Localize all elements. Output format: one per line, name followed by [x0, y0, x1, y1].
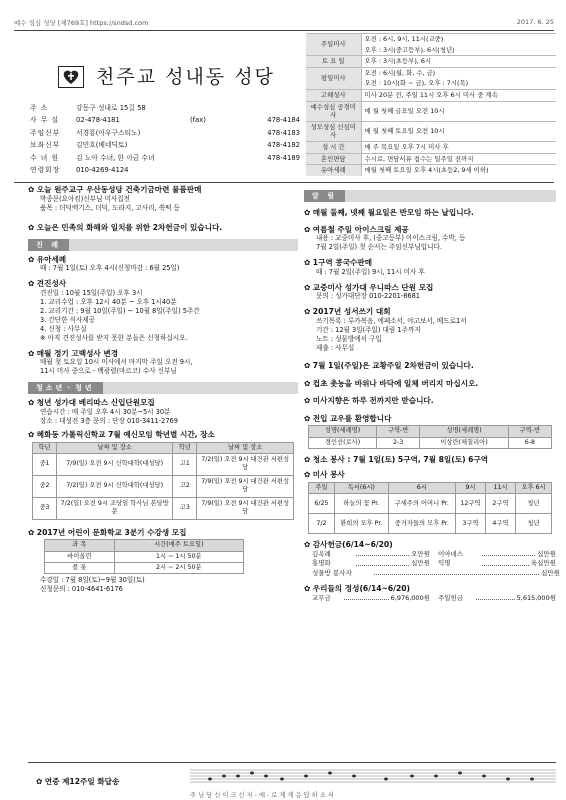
table-cell: 7/2(일) 오전 9시 조당임 학사님 본당방문: [57, 497, 173, 519]
thanks-offering-list: [304, 549, 560, 579]
notice-title: ✿ 전입 교우를 환영합니다: [304, 414, 556, 424]
schedule-value: 오후 : 3시(중고등부), 6시(청년): [364, 45, 455, 54]
notice-title: ✿ 청소 봉사 : 7월 1일(토) 5구역, 7월 8일(토) 6구역: [304, 455, 556, 465]
donor-amount: 십만원: [411, 559, 430, 568]
schedule-row: [306, 34, 556, 45]
info-value: 02-478-4181: [76, 116, 120, 125]
table-cell: 중2: [33, 475, 57, 497]
table-header: 6시: [388, 482, 455, 493]
table-cell: 1시 ~ 1시 50분: [114, 551, 243, 562]
notice-title: ✿ 우리들의 정성(6/14~6/20): [304, 584, 556, 594]
info-row-address: [30, 102, 300, 114]
notice-line: 3. 간단한 식사제공: [40, 315, 96, 324]
top-rule: [14, 30, 554, 31]
seminary-schedule-table: [32, 442, 294, 520]
table-cell: 3구역: [456, 514, 486, 534]
info-label: 주 소: [30, 104, 49, 112]
table-row: [309, 494, 552, 514]
notice-line: 연습시간 : 매 주일 오후 4시 30분~5시 30분: [40, 407, 171, 416]
table-cell: 고3: [173, 497, 197, 519]
schedule-value: 오후 : 3시(초등부), 6시: [361, 56, 556, 68]
info-row-convent: [30, 152, 300, 164]
total-label: 주일헌금: [438, 593, 464, 602]
table-header: 9시: [456, 482, 486, 493]
table-cell: 7/9(일) 오전 9시 대건관 서편성당: [197, 475, 294, 497]
table-cell: 고1: [173, 453, 197, 475]
table-header: 날짜 및 장소: [197, 442, 294, 453]
info-label: 수 녀 원: [30, 153, 60, 162]
music-staff: [190, 768, 556, 799]
table-header: 시간(매주 토요일): [114, 540, 243, 551]
table-header: 날짜 및 장소: [57, 442, 173, 453]
table-cell: 4구역: [486, 514, 516, 534]
table-cell: 중거자들의 모후 Pr.: [388, 514, 455, 534]
table-header: 11시: [486, 482, 516, 493]
schedule-label: 유아세례: [306, 165, 361, 176]
notice-line: 2. 교리기간 : 9월 10일(주일) ~ 10월 8일(주일) 5주간: [40, 306, 200, 315]
table-cell: 7/2(일) 오전 9시 신학대학(대성당): [57, 475, 173, 497]
list-item: [312, 559, 556, 569]
table-header: 과 목: [45, 540, 115, 551]
schedule-label: 토 요 일: [306, 56, 361, 68]
table-header: 주일: [309, 482, 335, 493]
notice-line: 쓰기목록 : 루카복음, 에페소서, 야고보서, 베드로1서: [316, 316, 467, 325]
table-header: 구역-반: [508, 426, 551, 437]
table-cell: 경인선(로사): [309, 437, 377, 448]
notice-line: 품목 : 더덕엑기스, 더덕, 도라지, 고사리, 쑥떡 등: [40, 203, 180, 212]
schedule-value: 매 주 목요일 오후 7시 미사 후: [361, 141, 556, 153]
table-row: [45, 551, 244, 562]
notice-line: 장소 : 대성전 3층 문의 : 단장 010-3411-2769: [40, 416, 178, 425]
donor-amount: 오만원: [411, 549, 430, 558]
total-value: 5,615,000원: [516, 593, 556, 602]
offering-totals: [304, 594, 556, 604]
schedule-row: [306, 56, 556, 68]
schedule-row: [306, 141, 556, 153]
notice-title: ✿ 견진성사: [28, 279, 298, 289]
notice-title: ✿ 매월 정기 고백성사 변경: [28, 349, 298, 359]
info-row-assistant: [30, 139, 300, 151]
notice-title: ✿ 2017년 성서쓰기 대회: [304, 307, 556, 317]
donor-name: 홍명화: [312, 559, 331, 568]
notice-line: 1. 교리수업 : 오후 12시 40분 ~ 오후 1시40분: [40, 297, 177, 306]
table-row: [309, 437, 552, 448]
notice-title: ✿ 청년 성가대 베리따스 신입단원모집: [28, 398, 298, 408]
info-label: 연령회장: [30, 166, 61, 175]
info-value: 강동구 성내로 15길 58: [76, 104, 146, 112]
mass-schedule-table: [306, 33, 556, 176]
notice-line: 11시 미사 중으로 - 백광렬(마르코) 수사 신부님: [40, 367, 177, 376]
schedule-row: [306, 67, 556, 78]
notice-line: ※ 아직 견진성사를 받지 못한 분들은 신청하십시오.: [40, 333, 188, 342]
list-item: [312, 569, 560, 579]
info-label: 보좌신부: [30, 141, 61, 150]
notice-line: 수강일 : 7월 8일(토)~9월 30일(토): [40, 575, 145, 584]
donor-amount: 십만원: [537, 549, 556, 558]
schedule-label: 예수성심 공경미사: [306, 101, 361, 121]
schedule-row: [306, 121, 556, 141]
notice-line: 박종문(요아킴)신부님 미사집전: [40, 194, 131, 203]
schedule-label: 혼인면담: [306, 153, 361, 165]
table-cell: 바이올린: [45, 551, 115, 562]
donor-name: 익명: [438, 559, 451, 568]
table-cell: 7/9(일) 오전 9시 대건관 서편성당: [197, 497, 294, 519]
total-value: 6,976,000원: [390, 593, 430, 602]
info-phone: 478-4183: [267, 128, 300, 137]
info-phone: 478-4182: [267, 141, 300, 150]
table-header: 오후 6시: [516, 482, 552, 493]
info-phone: 478-4189: [267, 153, 300, 162]
notice-line: 4. 신청 : 사무실: [40, 324, 87, 333]
table-cell: 고2: [173, 475, 197, 497]
table-header: 성명(세례명): [420, 426, 509, 437]
notice-title: ✿ 혜화동 가톨릭신학교 7월 예신모임 학년별 시간, 장소: [28, 430, 298, 440]
table-cell: 2구역: [486, 494, 516, 514]
table-cell: 플 룻: [45, 562, 115, 573]
notice-line: 문의 : 성가대단장 010-2201-8681: [316, 292, 421, 301]
top-bar: [14, 18, 554, 29]
table-header: 성명(세례명): [309, 426, 377, 437]
table-cell: 7/2(일) 오전 9시 대건관 서편성당: [197, 453, 294, 475]
table-cell: 하늘의 꽃 Pr.: [335, 494, 389, 514]
section-header-rites: [28, 239, 298, 251]
table-row: [33, 475, 294, 497]
table-header: 구역-반: [377, 426, 420, 437]
contact-info: [30, 102, 300, 176]
total-label: 교무금: [312, 593, 331, 602]
notice-line: 신청문의 : 010-4641-6176: [40, 584, 123, 593]
notice-line: 노트 : 성물방에서 구입: [316, 334, 382, 343]
schedule-row: [306, 89, 556, 101]
table-header: 학년: [33, 442, 57, 453]
table-header: 학년: [173, 442, 197, 453]
notice-title: ✿ 감사헌금(6/14~6/20): [304, 540, 556, 550]
header-rule: [14, 182, 554, 183]
notice-line: 때 : 7월 1일(토) 오후 4시(신청마감 : 6월 25일): [40, 264, 180, 273]
schedule-label: 고해성사: [306, 89, 361, 101]
notice-title: ✿ 교중미사 성가대 우니따스 단원 모집: [304, 283, 556, 293]
table-row: [33, 453, 294, 475]
schedule-label: 성 시 간: [306, 141, 361, 153]
footer-rule: [28, 762, 556, 763]
schedule-row: [306, 165, 556, 176]
fax-label: (fax): [190, 116, 206, 125]
notice-line: 기간 : 12월 3일(주일) 대림 1주까지: [316, 325, 421, 334]
table-cell: 이상란(체칠리아): [420, 437, 509, 448]
bulletin-date: 2017. 6. 25: [516, 18, 554, 26]
table-cell: 6-8: [508, 437, 551, 448]
church-title: 천주교 성내동 성당: [96, 66, 275, 88]
table-cell: 2시 ~ 2시 50분: [114, 562, 243, 573]
donor-name: 성물방 봉사자: [312, 568, 352, 577]
notice-title: ✿ 매월 둘째, 넷째 월요일은 반모임 하는 날입니다.: [304, 208, 556, 218]
psalm-lyrics: 주 님 당 신 이 크 신 자 - 애 - 로 제 게 응 답 하 소 서: [190, 792, 334, 799]
schedule-label: 주일미사: [306, 34, 361, 56]
schedule-row: [306, 153, 556, 165]
table-row: [33, 497, 294, 519]
notice-line: 내용 : 교중미사 후, (중고등부) 아이스크림, 수박, 등: [316, 234, 466, 243]
notice-line: 매월 첫 토요일 10시 미사에서 마지막 주일 오전 9시,: [40, 358, 193, 367]
notice-line: 제출 : 사무실: [316, 343, 355, 352]
schedule-value: 오전 : 6시, 9시, 11시(교중): [361, 34, 556, 45]
notice-title: ✿ 유아세례: [28, 255, 298, 265]
left-column: [28, 185, 298, 594]
notice-title: ✿ 미사지향은 하루 전까지만 받습니다.: [304, 396, 556, 406]
notice-title: ✿ 7월 1일(주일)은 교황주일 2차헌금이 있습니다.: [304, 361, 556, 371]
notice-line: 7월 2일(주일) 첫 순서는 주임신부님입니다.: [316, 243, 442, 252]
table-cell: 환희의 모후 Pr.: [335, 514, 389, 534]
section-header-label: 청소년ㆍ청년: [28, 382, 103, 394]
donor-name: 김옥례: [312, 549, 331, 558]
mass-service-table: [308, 482, 552, 534]
schedule-value: 오전 : 10시(화 ~ 금), 오후 : 7시(목): [364, 79, 469, 88]
section-header-label: 진 례: [28, 239, 69, 251]
notice-title: ✿ 컵초 촛농을 바위나 바닥에 일체 버리지 마십시오.: [304, 379, 556, 389]
notice-line: 견진일 : 10월 15일(주일) 오후 3시: [40, 288, 143, 297]
table-cell: 6/25: [309, 494, 335, 514]
notice-title: ✿ 여름철 주일 아이스크림 제공: [304, 225, 556, 235]
info-phone: 478-4184: [267, 116, 300, 125]
list-item: [312, 550, 556, 560]
table-cell: 7/9(일) 오전 9시 신학대학(대성당): [57, 453, 173, 475]
info-row-pastor: [30, 127, 300, 139]
new-parishioner-table: [308, 425, 552, 448]
table-cell: 중1: [33, 453, 57, 475]
donor-amount: 십만원: [541, 568, 560, 577]
table-cell: 구세주의 어머니 Pr.: [388, 494, 455, 514]
table-cell: 12구역: [456, 494, 486, 514]
info-value: 서경룡(아우구스티노): [76, 128, 141, 137]
donor-amount: 육십만원: [530, 559, 556, 568]
table-row: [309, 514, 552, 534]
schedule-label: 성모성심 신심미사: [306, 121, 361, 141]
info-label: 사 무 실: [30, 116, 60, 125]
schedule-value: 수시로, 면담서류 접수는 일주일 전까지: [361, 153, 556, 165]
table-cell: 중3: [33, 497, 57, 519]
table-cell: 청년: [516, 494, 552, 514]
notice-line: 때 : 7월 2일(주일) 9시, 11시 미사 후: [316, 267, 425, 276]
church-logo-icon: [58, 66, 84, 88]
notice-title: ✿ 1구역 콩국수판매: [304, 258, 556, 268]
table-cell: 2-3: [377, 437, 420, 448]
section-header-label: 알 림: [304, 190, 345, 202]
bulletin-issue: 예수 성심 성당 [제769호] https://sndsd.com: [14, 19, 149, 27]
music-staff-icon: [190, 768, 556, 788]
schedule-value: 매 월 첫째 금요일 오전 10시: [361, 101, 556, 121]
info-value: 010-4269-4124: [76, 166, 129, 175]
table-header: 독서(6시): [335, 482, 389, 493]
schedule-value: 매월 첫째 토요일 오후 4시(초등2, 9세 이하): [361, 165, 556, 176]
table-cell: 7/2: [309, 514, 335, 534]
right-column: [304, 190, 560, 603]
section-header-youth: [28, 382, 298, 394]
schedule-row: [306, 101, 556, 121]
schedule-value: 오전 : 6시(월, 화, 수, 금): [361, 67, 556, 78]
schedule-value: 매 월 첫째 토요일 오전 10시: [361, 121, 556, 141]
info-value: 김민호(베네딕토): [76, 141, 128, 150]
notice-title: ✿ 오늘 원주교구 우산동성당 건축기금마련 물품판매: [28, 185, 298, 195]
schedule-label: 평일미사: [306, 67, 361, 89]
schedule-value: 미사 20분 전, 주일 11시 오후 6시 미사 중 계속: [361, 89, 556, 101]
notice-title: ✿ 2017년 어린이 문화학교 3분기 수강생 모집: [28, 528, 298, 538]
table-cell: 청년: [516, 514, 552, 534]
info-value: 김 노아 수녀, 한 아금 수녀: [76, 153, 155, 162]
notice-title: ✿ 오늘은 민족의 화해와 일치를 위한 2차헌금이 있습니다.: [28, 222, 298, 233]
culture-class-table: [44, 539, 244, 574]
table-row: [45, 562, 244, 573]
psalm-title: ✿ 연중 제12주일 화답송: [36, 776, 119, 787]
donor-name: 이아녜스: [438, 549, 464, 558]
info-row-office: [30, 114, 300, 126]
section-header-notice: [304, 190, 556, 202]
notice-title: ✿ 미사 봉사: [304, 470, 556, 480]
info-row-funeral: [30, 164, 300, 176]
info-label: 주임신부: [30, 128, 61, 137]
